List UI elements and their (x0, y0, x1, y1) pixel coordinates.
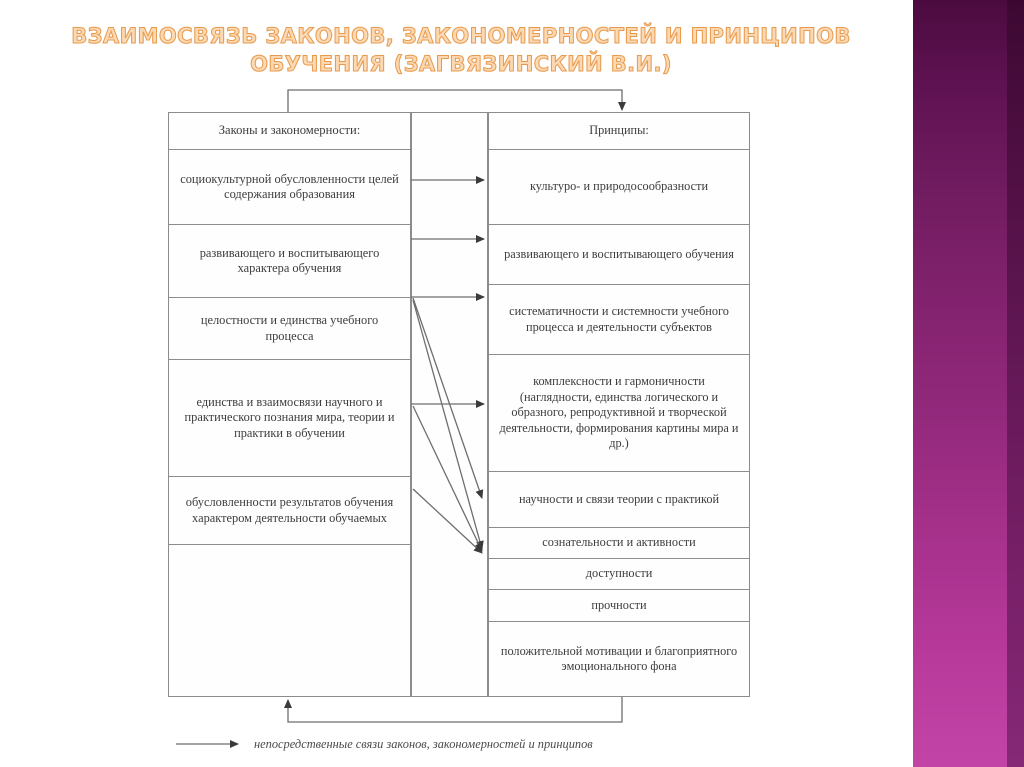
principle-row-4: комплексности и гармоничности (наглядности, единства логического и образного, репродуктивной и творческой деятельности, формирования картины мира и др.) (489, 355, 749, 472)
principle-row-6: сознательности и активности (489, 528, 749, 559)
connector-column (411, 112, 488, 697)
top-bracket-arrow (288, 90, 622, 112)
law-row-1: социокультурной обусловленности целей содержания образования (169, 150, 410, 225)
law-row-2: развивающего и воспитывающего характера обучения (169, 225, 410, 298)
legend (176, 732, 816, 756)
law-row-empty (169, 545, 410, 696)
legend-label: непосредственные связи законов, закономерностей и принципов (254, 736, 593, 751)
laws-column-header: Законы и закономерности: (169, 113, 410, 150)
principle-row-5: научности и связи теории с практикой (489, 472, 749, 528)
bottom-bracket-arrow (288, 697, 622, 722)
principle-row-3: систематичности и системности учебного процесса и деятельности субъектов (489, 285, 749, 355)
principles-column (488, 112, 750, 697)
principles-column-header: Принципы: (489, 113, 749, 150)
arrow-right-icon (176, 738, 248, 750)
law-row-3: целостности и единства учебного процесса (169, 298, 410, 360)
page-title-line-2: ОБУЧЕНИЯ (ЗАГВЯЗИНСКИЙ В.И.) (250, 52, 672, 76)
law-row-4: единства и взаимосвязи научного и практического познания мира, теории и практики в обучении (169, 360, 410, 477)
laws-column (168, 112, 411, 697)
principle-row-2: развивающего и воспитывающего обучения (489, 225, 749, 285)
principle-row-7: доступности (489, 559, 749, 590)
connector-column-body (412, 113, 487, 696)
principle-row-1: культуро- и природосообразности (489, 150, 749, 225)
principle-row-9: положительной мотивации и благоприятного эмоционального фона (500, 643, 738, 673)
principle-row-8: прочности (489, 590, 749, 622)
page-title-line-1: ВЗАИМОСВЯЗЬ ЗАКОНОВ, ЗАКОНОМЕРНОСТЕЙ И ПРИНЦИПОВ (71, 24, 851, 48)
law-row-5: обусловленности результатов обучения характером деятельности обучаемых (169, 477, 410, 545)
